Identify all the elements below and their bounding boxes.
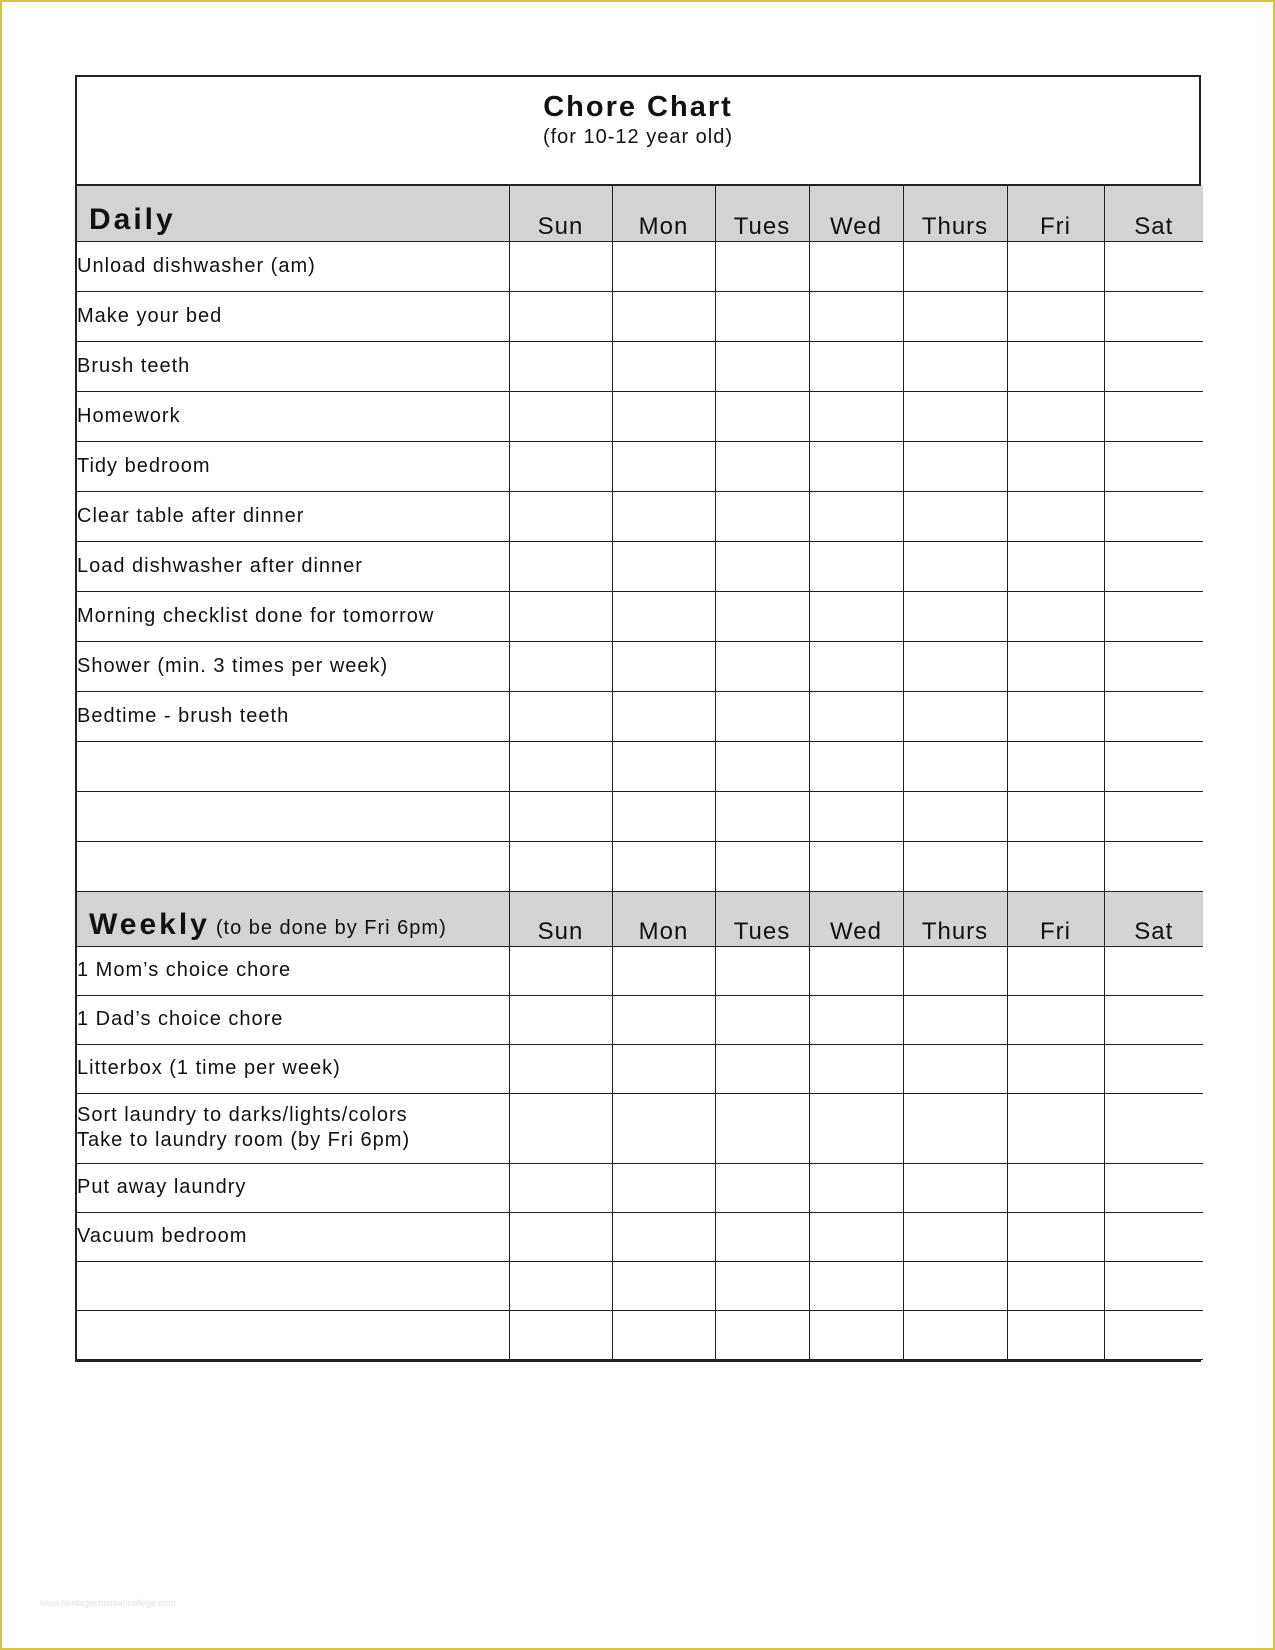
daily-chore-row bbox=[77, 391, 1203, 441]
checkbox-cell[interactable] bbox=[809, 641, 903, 691]
checkbox-cell[interactable] bbox=[715, 791, 809, 841]
checkbox-cell[interactable] bbox=[903, 391, 1007, 441]
weekly-chore-label: Vacuum bedroom bbox=[77, 1212, 509, 1261]
checkbox-cell[interactable] bbox=[509, 391, 612, 441]
checkbox-cell[interactable] bbox=[715, 641, 809, 691]
checkbox-cell[interactable] bbox=[1007, 841, 1104, 891]
checkbox-cell[interactable] bbox=[1104, 1261, 1203, 1310]
checkbox-cell[interactable] bbox=[1104, 791, 1203, 841]
checkbox-cell[interactable] bbox=[612, 841, 715, 891]
checkbox-cell[interactable] bbox=[509, 1163, 612, 1212]
weekly-label-note: (to be done by Fri 6pm) bbox=[215, 916, 447, 939]
checkbox-cell[interactable] bbox=[903, 291, 1007, 341]
checkbox-cell[interactable] bbox=[1007, 1212, 1104, 1261]
checkbox-cell[interactable] bbox=[1104, 641, 1203, 691]
checkbox-cell[interactable] bbox=[903, 241, 1007, 291]
weekly-day-header: Sun bbox=[509, 891, 612, 946]
checkbox-cell[interactable] bbox=[1104, 591, 1203, 641]
weekly-day-header: Fri bbox=[1007, 891, 1104, 946]
chore-chart-sheet bbox=[75, 75, 1201, 1362]
checkbox-cell[interactable] bbox=[612, 741, 715, 791]
daily-chore-label: Brush teeth bbox=[77, 341, 509, 391]
checkbox-cell[interactable] bbox=[809, 391, 903, 441]
checkbox-cell[interactable] bbox=[1104, 491, 1203, 541]
checkbox-cell[interactable] bbox=[612, 441, 715, 491]
checkbox-cell[interactable] bbox=[1007, 691, 1104, 741]
checkbox-cell[interactable] bbox=[612, 291, 715, 341]
daily-chore-row bbox=[77, 441, 1203, 491]
checkbox-cell[interactable] bbox=[715, 1163, 809, 1212]
checkbox-cell[interactable] bbox=[903, 741, 1007, 791]
checkbox-cell[interactable] bbox=[1007, 791, 1104, 841]
checkbox-cell[interactable] bbox=[903, 441, 1007, 491]
checkbox-cell[interactable] bbox=[903, 1261, 1007, 1310]
checkbox-cell[interactable] bbox=[903, 1044, 1007, 1093]
page-title: Chore Chart bbox=[543, 91, 733, 123]
checkbox-cell[interactable] bbox=[903, 491, 1007, 541]
weekly-chore-label: Litterbox (1 time per week) bbox=[77, 1044, 509, 1093]
daily-chore-label: Tidy bedroom bbox=[77, 441, 509, 491]
checkbox-cell[interactable] bbox=[903, 1212, 1007, 1261]
weekly-chore-label: Sort laundry to darks/lights/colors Take to laundry room (by Fri 6pm) bbox=[77, 1093, 509, 1163]
daily-day-header: Sat bbox=[1104, 186, 1203, 241]
checkbox-cell[interactable] bbox=[1007, 1261, 1104, 1310]
checkbox-cell[interactable] bbox=[1104, 291, 1203, 341]
checkbox-cell[interactable] bbox=[612, 1261, 715, 1310]
checkbox-cell[interactable] bbox=[1007, 1093, 1104, 1163]
weekly-chore-label bbox=[77, 1310, 509, 1359]
checkbox-cell[interactable] bbox=[1104, 1212, 1203, 1261]
checkbox-cell[interactable] bbox=[509, 441, 612, 491]
daily-day-header: Sun bbox=[509, 186, 612, 241]
checkbox-cell[interactable] bbox=[1007, 441, 1104, 491]
checkbox-cell[interactable] bbox=[509, 241, 612, 291]
checkbox-cell[interactable] bbox=[1104, 1310, 1203, 1359]
checkbox-cell[interactable] bbox=[715, 391, 809, 441]
checkbox-cell[interactable] bbox=[1104, 1163, 1203, 1212]
weekly-day-header: Mon bbox=[612, 891, 715, 946]
daily-chore-label: Shower (min. 3 times per week) bbox=[77, 641, 509, 691]
checkbox-cell[interactable] bbox=[809, 995, 903, 1044]
checkbox-cell[interactable] bbox=[809, 741, 903, 791]
checkbox-cell[interactable] bbox=[715, 441, 809, 491]
checkbox-cell[interactable] bbox=[715, 241, 809, 291]
checkbox-cell[interactable] bbox=[809, 1163, 903, 1212]
weekly-chore-row bbox=[77, 1261, 1203, 1310]
checkbox-cell[interactable] bbox=[509, 341, 612, 391]
checkbox-cell[interactable] bbox=[903, 1310, 1007, 1359]
checkbox-cell[interactable] bbox=[715, 541, 809, 591]
daily-chore-row bbox=[77, 641, 1203, 691]
checkbox-cell[interactable] bbox=[1104, 1093, 1203, 1163]
daily-chore-row bbox=[77, 741, 1203, 791]
weekly-chore-label: Put away laundry bbox=[77, 1163, 509, 1212]
daily-chore-label: Bedtime - brush teeth bbox=[77, 691, 509, 741]
checkbox-cell[interactable] bbox=[509, 1044, 612, 1093]
checkbox-cell[interactable] bbox=[1007, 1044, 1104, 1093]
weekly-chore-row bbox=[77, 946, 1203, 995]
checkbox-cell[interactable] bbox=[903, 341, 1007, 391]
checkbox-cell[interactable] bbox=[1007, 641, 1104, 691]
checkbox-cell[interactable] bbox=[612, 1163, 715, 1212]
checkbox-cell[interactable] bbox=[715, 291, 809, 341]
daily-chore-label: Unload dishwasher (am) bbox=[77, 241, 509, 291]
checkbox-cell[interactable] bbox=[1007, 241, 1104, 291]
weekly-day-header: Sat bbox=[1104, 891, 1203, 946]
weekly-day-header: Tues bbox=[715, 891, 809, 946]
checkbox-cell[interactable] bbox=[1007, 1163, 1104, 1212]
checkbox-cell[interactable] bbox=[1007, 741, 1104, 791]
daily-chore-label bbox=[77, 741, 509, 791]
checkbox-cell[interactable] bbox=[612, 1044, 715, 1093]
checkbox-cell[interactable] bbox=[1007, 946, 1104, 995]
checkbox-cell[interactable] bbox=[809, 541, 903, 591]
checkbox-cell[interactable] bbox=[809, 1044, 903, 1093]
checkbox-cell[interactable] bbox=[903, 541, 1007, 591]
weekly-chore-row bbox=[77, 1310, 1203, 1359]
checkbox-cell[interactable] bbox=[809, 441, 903, 491]
daily-chore-row bbox=[77, 541, 1203, 591]
checkbox-cell[interactable] bbox=[1104, 995, 1203, 1044]
checkbox-cell[interactable] bbox=[809, 241, 903, 291]
checkbox-cell[interactable] bbox=[715, 741, 809, 791]
checkbox-cell[interactable] bbox=[612, 241, 715, 291]
checkbox-cell[interactable] bbox=[509, 741, 612, 791]
daily-section-label bbox=[77, 186, 509, 241]
checkbox-cell[interactable] bbox=[903, 691, 1007, 741]
checkbox-cell[interactable] bbox=[1007, 341, 1104, 391]
weekly-section-header bbox=[77, 891, 1203, 946]
daily-chore-row bbox=[77, 341, 1203, 391]
checkbox-cell[interactable] bbox=[715, 341, 809, 391]
checkbox-cell[interactable] bbox=[612, 995, 715, 1044]
checkbox-cell[interactable] bbox=[809, 946, 903, 995]
weekly-chore-row bbox=[77, 1044, 1203, 1093]
checkbox-cell[interactable] bbox=[1104, 741, 1203, 791]
checkbox-cell[interactable] bbox=[509, 641, 612, 691]
checkbox-cell[interactable] bbox=[1007, 391, 1104, 441]
checkbox-cell[interactable] bbox=[509, 791, 612, 841]
checkbox-cell[interactable] bbox=[509, 491, 612, 541]
checkbox-cell[interactable] bbox=[715, 995, 809, 1044]
checkbox-cell[interactable] bbox=[1104, 391, 1203, 441]
weekly-chore-label: 1 Mom’s choice chore bbox=[77, 946, 509, 995]
checkbox-cell[interactable] bbox=[903, 841, 1007, 891]
checkbox-cell[interactable] bbox=[903, 591, 1007, 641]
weekly-chore-label: 1 Dad’s choice chore bbox=[77, 995, 509, 1044]
checkbox-cell[interactable] bbox=[809, 791, 903, 841]
checkbox-cell[interactable] bbox=[612, 391, 715, 441]
checkbox-cell[interactable] bbox=[509, 691, 612, 741]
checkbox-cell[interactable] bbox=[612, 341, 715, 391]
checkbox-cell[interactable] bbox=[715, 1093, 809, 1163]
checkbox-cell[interactable] bbox=[1007, 995, 1104, 1044]
checkbox-cell[interactable] bbox=[809, 1310, 903, 1359]
checkbox-cell[interactable] bbox=[715, 1212, 809, 1261]
checkbox-cell[interactable] bbox=[509, 946, 612, 995]
checkbox-cell[interactable] bbox=[1007, 1310, 1104, 1359]
daily-chore-row bbox=[77, 791, 1203, 841]
weekly-chore-row bbox=[77, 1093, 1203, 1163]
checkbox-cell[interactable] bbox=[1104, 691, 1203, 741]
daily-chore-label: Make your bed bbox=[77, 291, 509, 341]
checkbox-cell[interactable] bbox=[809, 591, 903, 641]
checkbox-cell[interactable] bbox=[903, 1163, 1007, 1212]
checkbox-cell[interactable] bbox=[809, 841, 903, 891]
checkbox-cell[interactable] bbox=[612, 946, 715, 995]
daily-chore-label: Load dishwasher after dinner bbox=[77, 541, 509, 591]
daily-chore-label bbox=[77, 791, 509, 841]
checkbox-cell[interactable] bbox=[715, 491, 809, 541]
checkbox-cell[interactable] bbox=[509, 1093, 612, 1163]
checkbox-cell[interactable] bbox=[1104, 341, 1203, 391]
checkbox-cell[interactable] bbox=[715, 591, 809, 641]
daily-chore-row bbox=[77, 591, 1203, 641]
watermark: www.heritagechristiancollege.com bbox=[40, 1598, 176, 1608]
checkbox-cell[interactable] bbox=[809, 691, 903, 741]
checkbox-cell[interactable] bbox=[1007, 491, 1104, 541]
checkbox-cell[interactable] bbox=[903, 995, 1007, 1044]
weekly-section-label bbox=[77, 891, 509, 946]
chore-grid-body bbox=[77, 186, 1203, 1359]
daily-section-header bbox=[77, 186, 1203, 241]
daily-chore-row bbox=[77, 291, 1203, 341]
daily-day-header: Thurs bbox=[903, 186, 1007, 241]
checkbox-cell[interactable] bbox=[1104, 946, 1203, 995]
weekly-label-text: Weekly bbox=[89, 907, 210, 941]
checkbox-cell[interactable] bbox=[612, 491, 715, 541]
checkbox-cell[interactable] bbox=[715, 691, 809, 741]
checkbox-cell[interactable] bbox=[715, 946, 809, 995]
checkbox-cell[interactable] bbox=[1104, 841, 1203, 891]
daily-chore-row bbox=[77, 691, 1203, 741]
checkbox-cell[interactable] bbox=[903, 946, 1007, 995]
checkbox-cell[interactable] bbox=[1007, 591, 1104, 641]
checkbox-cell[interactable] bbox=[509, 291, 612, 341]
checkbox-cell[interactable] bbox=[1104, 441, 1203, 491]
daily-label-text: Daily bbox=[89, 202, 176, 236]
checkbox-cell[interactable] bbox=[903, 641, 1007, 691]
weekly-chore-row bbox=[77, 1163, 1203, 1212]
daily-day-header: Fri bbox=[1007, 186, 1104, 241]
daily-chore-label: Clear table after dinner bbox=[77, 491, 509, 541]
checkbox-cell[interactable] bbox=[1104, 1044, 1203, 1093]
checkbox-cell[interactable] bbox=[612, 1310, 715, 1359]
title-block bbox=[77, 77, 1199, 186]
daily-chore-row bbox=[77, 241, 1203, 291]
checkbox-cell[interactable] bbox=[715, 1310, 809, 1359]
checkbox-cell[interactable] bbox=[509, 995, 612, 1044]
checkbox-cell[interactable] bbox=[809, 491, 903, 541]
checkbox-cell[interactable] bbox=[612, 641, 715, 691]
checkbox-cell[interactable] bbox=[612, 541, 715, 591]
weekly-chore-row bbox=[77, 1212, 1203, 1261]
checkbox-cell[interactable] bbox=[715, 1044, 809, 1093]
checkbox-cell[interactable] bbox=[1007, 291, 1104, 341]
checkbox-cell[interactable] bbox=[509, 1261, 612, 1310]
checkbox-cell[interactable] bbox=[612, 791, 715, 841]
checkbox-cell[interactable] bbox=[509, 541, 612, 591]
weekly-chore-row bbox=[77, 995, 1203, 1044]
checkbox-cell[interactable] bbox=[809, 1261, 903, 1310]
checkbox-cell[interactable] bbox=[1104, 241, 1203, 291]
daily-chore-row bbox=[77, 491, 1203, 541]
checkbox-cell[interactable] bbox=[903, 1093, 1007, 1163]
weekly-day-header: Thurs bbox=[903, 891, 1007, 946]
checkbox-cell[interactable] bbox=[509, 841, 612, 891]
daily-chore-label bbox=[77, 841, 509, 891]
daily-chore-label: Morning checklist done for tomorrow bbox=[77, 591, 509, 641]
checkbox-cell[interactable] bbox=[903, 791, 1007, 841]
checkbox-cell[interactable] bbox=[509, 1212, 612, 1261]
page-subtitle: (for 10-12 year old) bbox=[542, 126, 734, 148]
checkbox-cell[interactable] bbox=[612, 1212, 715, 1261]
weekly-day-header: Wed bbox=[809, 891, 903, 946]
checkbox-cell[interactable] bbox=[809, 341, 903, 391]
daily-day-header: Mon bbox=[612, 186, 715, 241]
checkbox-cell[interactable] bbox=[809, 1212, 903, 1261]
checkbox-cell[interactable] bbox=[612, 1093, 715, 1163]
checkbox-cell[interactable] bbox=[809, 1093, 903, 1163]
weekly-chore-label bbox=[77, 1261, 509, 1310]
checkbox-cell[interactable] bbox=[509, 1310, 612, 1359]
checkbox-cell[interactable] bbox=[715, 1261, 809, 1310]
checkbox-cell[interactable] bbox=[715, 841, 809, 891]
daily-day-header: Tues bbox=[715, 186, 809, 241]
daily-day-header: Wed bbox=[809, 186, 903, 241]
checkbox-cell[interactable] bbox=[612, 691, 715, 741]
daily-chore-label: Homework bbox=[77, 391, 509, 441]
chore-grid bbox=[77, 186, 1203, 1360]
checkbox-cell[interactable] bbox=[1007, 541, 1104, 591]
checkbox-cell[interactable] bbox=[809, 291, 903, 341]
checkbox-cell[interactable] bbox=[612, 591, 715, 641]
daily-chore-row bbox=[77, 841, 1203, 891]
checkbox-cell[interactable] bbox=[1104, 541, 1203, 591]
checkbox-cell[interactable] bbox=[509, 591, 612, 641]
